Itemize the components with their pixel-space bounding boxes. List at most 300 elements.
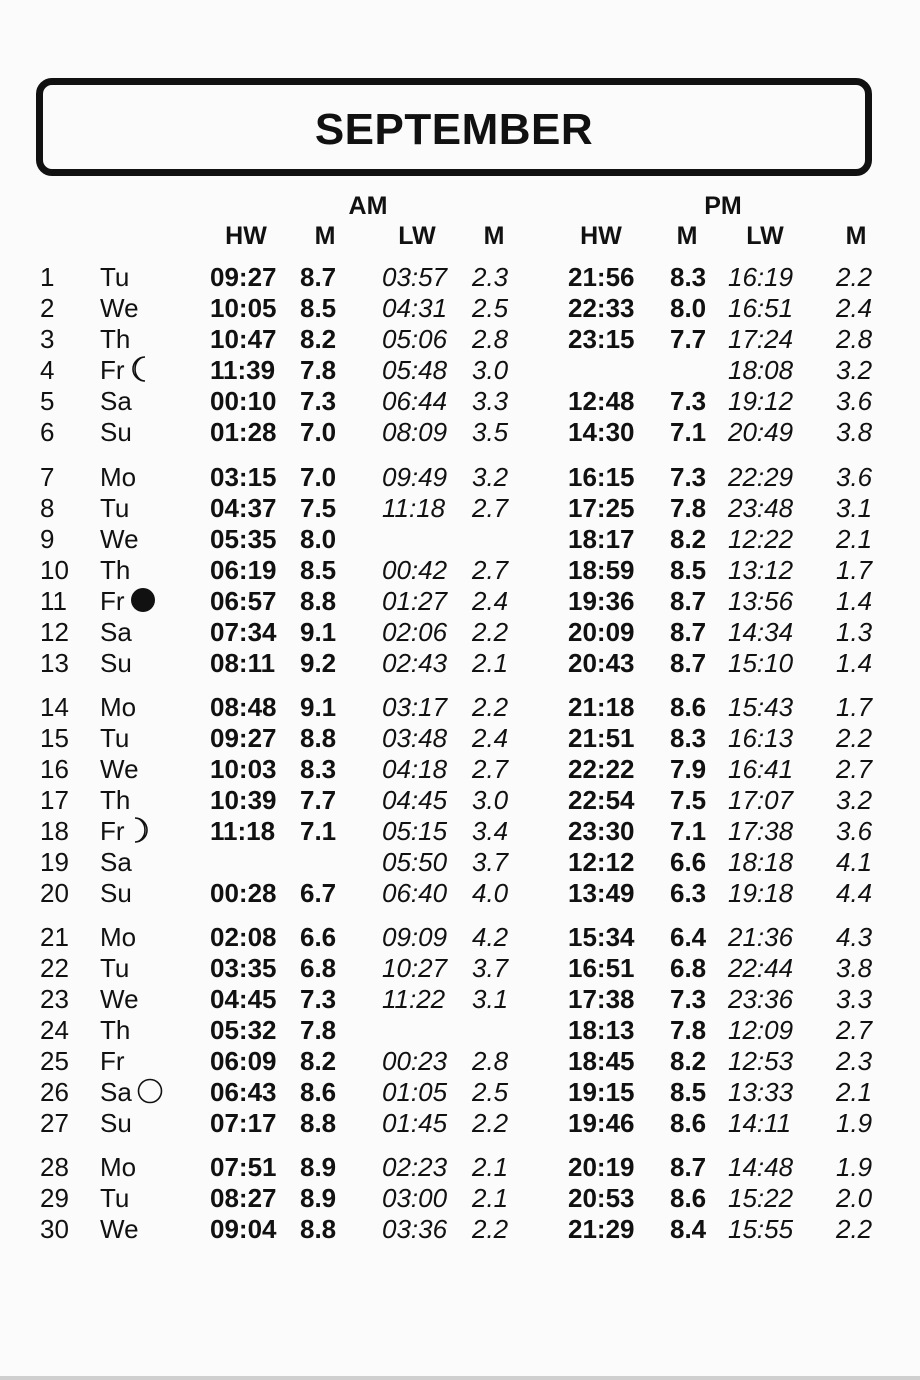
am-high-water-time: 00:28 [210, 878, 277, 908]
pm-high-water-height: 7.3 [670, 462, 707, 492]
am-high-water-time: 01:28 [210, 417, 277, 447]
month-title: SEPTEMBER [314, 105, 594, 154]
am-high-water-height: 8.8 [300, 723, 337, 753]
am-high-water-time: 10:03 [210, 754, 277, 784]
am-high-water-height: 8.2 [300, 1046, 337, 1076]
table-row [0, 324, 920, 355]
pm-high-water-height: 6.4 [670, 922, 707, 952]
day-of-week: Sa [100, 617, 132, 647]
am-low-water-time: 03:00 [382, 1183, 448, 1213]
pm-low-water-time: 16:51 [728, 293, 794, 323]
pm-low-water-height: 1.7 [836, 555, 873, 585]
day-of-week: Tu [100, 723, 130, 753]
am-high-water-height: 8.3 [300, 754, 337, 784]
pm-low-water-time: 14:11 [728, 1108, 792, 1138]
pm-low-water-height: 2.1 [836, 524, 873, 554]
day-of-week: Su [100, 417, 132, 447]
day-of-week: Su [100, 648, 132, 678]
pm-high-water-time: 23:15 [568, 324, 635, 354]
day-number: 15 [40, 723, 69, 753]
am-high-water-height: 6.7 [300, 878, 337, 908]
pm-high-water-time: 13:49 [568, 878, 635, 908]
header-pm-hw-m: M [676, 222, 698, 250]
day-of-week: Su [100, 1108, 132, 1138]
pm-low-water-time: 17:07 [728, 785, 794, 815]
day-number: 23 [40, 984, 69, 1014]
page-edge [0, 1376, 920, 1380]
am-low-water-height: 3.7 [472, 847, 509, 877]
pm-low-water-time: 22:29 [728, 462, 794, 492]
first-quarter-moon-icon [129, 816, 151, 844]
am-high-water-height: 9.1 [300, 692, 337, 722]
am-low-water-time: 06:44 [382, 386, 448, 416]
header-am: AM [348, 192, 388, 220]
table-row [0, 586, 920, 617]
am-low-water-height: 2.5 [472, 1077, 509, 1107]
pm-high-water-time: 16:51 [568, 953, 635, 983]
day-of-week: We [100, 293, 139, 323]
am-low-water-height: 3.2 [472, 462, 509, 492]
pm-low-water-height: 2.0 [836, 1183, 873, 1213]
am-high-water-time: 03:35 [210, 953, 277, 983]
table-row [0, 785, 920, 816]
header-am-hw: HW [225, 222, 267, 250]
am-low-water-height: 2.2 [472, 617, 509, 647]
am-high-water-height: 8.2 [300, 324, 337, 354]
pm-high-water-time: 12:48 [568, 386, 635, 416]
table-row [0, 493, 920, 524]
am-high-water-time: 08:27 [210, 1183, 277, 1213]
am-high-water-time: 00:10 [210, 386, 277, 416]
am-high-water-height: 8.6 [300, 1077, 337, 1107]
pm-low-water-height: 2.7 [836, 754, 873, 784]
am-high-water-time: 11:18 [210, 816, 276, 846]
day-number: 13 [40, 648, 69, 678]
am-low-water-height: 2.2 [472, 1214, 509, 1244]
pm-high-water-height: 6.8 [670, 953, 707, 983]
am-high-water-height: 7.0 [300, 417, 337, 447]
day-number: 14 [40, 692, 69, 722]
pm-high-water-height: 8.2 [670, 1046, 707, 1076]
am-low-water-time: 05:15 [382, 816, 448, 846]
am-high-water-height: 8.0 [300, 524, 337, 554]
am-high-water-time: 03:15 [210, 462, 277, 492]
table-row [0, 1214, 920, 1245]
am-low-water-height: 3.4 [472, 816, 509, 846]
pm-high-water-time: 22:33 [568, 293, 635, 323]
header-pm: PM [704, 192, 742, 220]
am-low-water-time: 03:36 [382, 1214, 448, 1244]
pm-low-water-height: 1.4 [836, 586, 873, 616]
am-high-water-time: 04:37 [210, 493, 277, 523]
pm-low-water-time: 12:09 [728, 1015, 794, 1045]
pm-high-water-height: 7.1 [670, 417, 707, 447]
pm-high-water-height: 7.3 [670, 386, 707, 416]
pm-high-water-height: 7.8 [670, 493, 707, 523]
am-low-water-time: 02:23 [382, 1152, 448, 1182]
day-of-week: Th [100, 555, 131, 585]
am-high-water-height: 6.8 [300, 953, 337, 983]
table-row [0, 355, 920, 386]
pm-high-water-height: 8.5 [670, 1077, 707, 1107]
pm-high-water-time: 23:30 [568, 816, 635, 846]
am-high-water-time: 06:09 [210, 1046, 277, 1076]
pm-high-water-height: 6.6 [670, 847, 707, 877]
pm-low-water-time: 20:49 [728, 417, 794, 447]
am-low-water-time: 09:09 [382, 922, 448, 952]
am-low-water-time: 05:48 [382, 355, 448, 385]
pm-high-water-time: 20:19 [568, 1152, 635, 1182]
day-number: 4 [40, 355, 55, 385]
day-number: 12 [40, 617, 69, 647]
pm-high-water-height: 7.5 [670, 785, 707, 815]
table-row [0, 1152, 920, 1183]
day-of-week: Fr [100, 586, 157, 617]
am-low-water-height: 2.7 [472, 493, 509, 523]
pm-low-water-time: 16:41 [728, 754, 794, 784]
day-number: 18 [40, 816, 69, 846]
pm-low-water-time: 14:48 [728, 1152, 794, 1182]
pm-high-water-time: 18:17 [568, 524, 635, 554]
am-high-water-height: 8.5 [300, 293, 337, 323]
am-high-water-time: 06:43 [210, 1077, 277, 1107]
header-am-hw-m: M [314, 222, 336, 250]
pm-high-water-time: 12:12 [568, 847, 635, 877]
table-row [0, 617, 920, 648]
new-moon-icon [129, 586, 157, 614]
am-high-water-height: 7.8 [300, 1015, 337, 1045]
day-number: 8 [40, 493, 55, 523]
day-number: 10 [40, 555, 69, 585]
day-number: 9 [40, 524, 55, 554]
am-low-water-time: 04:45 [382, 785, 448, 815]
am-low-water-height: 4.2 [472, 922, 509, 952]
pm-high-water-time: 15:34 [568, 922, 635, 952]
pm-high-water-height: 8.6 [670, 692, 707, 722]
pm-high-water-height: 8.0 [670, 293, 707, 323]
pm-high-water-time: 18:59 [568, 555, 635, 585]
pm-low-water-time: 15:43 [728, 692, 794, 722]
pm-low-water-time: 18:08 [728, 355, 794, 385]
table-row [0, 462, 920, 493]
pm-low-water-height: 2.2 [836, 262, 873, 292]
table-row [0, 293, 920, 324]
am-low-water-time: 01:45 [382, 1108, 448, 1138]
day-of-week: Th [100, 1015, 131, 1045]
am-high-water-time: 06:19 [210, 555, 277, 585]
pm-low-water-time: 16:19 [728, 262, 794, 292]
table-row [0, 692, 920, 723]
am-low-water-time: 00:23 [382, 1046, 448, 1076]
table-row [0, 816, 920, 847]
day-of-week: Tu [100, 1183, 130, 1213]
day-of-week: Th [100, 785, 131, 815]
pm-low-water-time: 23:36 [728, 984, 794, 1014]
pm-low-water-time: 15:10 [728, 648, 794, 678]
day-number: 3 [40, 324, 55, 354]
am-low-water-height: 3.1 [472, 984, 509, 1014]
day-number: 6 [40, 417, 55, 447]
am-low-water-time: 05:50 [382, 847, 448, 877]
table-row [0, 984, 920, 1015]
full-moon-icon [136, 1077, 164, 1105]
day-number: 7 [40, 462, 55, 492]
pm-high-water-time: 22:54 [568, 785, 635, 815]
pm-high-water-height: 8.7 [670, 586, 707, 616]
am-low-water-height: 2.7 [472, 754, 509, 784]
pm-low-water-height: 1.9 [836, 1152, 873, 1182]
am-low-water-height: 2.1 [472, 1183, 509, 1213]
pm-low-water-time: 13:12 [728, 555, 794, 585]
table-row [0, 723, 920, 754]
table-row [0, 262, 920, 293]
pm-low-water-height: 3.3 [836, 984, 873, 1014]
table-row [0, 953, 920, 984]
day-number: 11 [40, 586, 67, 616]
day-number: 29 [40, 1183, 69, 1213]
am-low-water-height: 2.1 [472, 648, 509, 678]
pm-high-water-height: 8.3 [670, 723, 707, 753]
table-row [0, 555, 920, 586]
am-low-water-time: 09:49 [382, 462, 448, 492]
table-row [0, 847, 920, 878]
pm-low-water-height: 2.4 [836, 293, 873, 323]
day-number: 5 [40, 386, 55, 416]
am-low-water-height: 3.5 [472, 417, 509, 447]
table-row [0, 1183, 920, 1214]
table-row [0, 648, 920, 679]
day-number: 26 [40, 1077, 69, 1107]
day-of-week: Sa [100, 847, 132, 877]
am-high-water-height: 7.5 [300, 493, 337, 523]
pm-low-water-time: 16:13 [728, 723, 794, 753]
am-low-water-height: 3.7 [472, 953, 509, 983]
am-high-water-time: 05:35 [210, 524, 277, 554]
pm-low-water-height: 3.2 [836, 355, 873, 385]
table-row [0, 922, 920, 953]
day-number: 17 [40, 785, 69, 815]
pm-low-water-height: 3.6 [836, 816, 873, 846]
am-high-water-time: 07:51 [210, 1152, 277, 1182]
pm-high-water-time: 22:22 [568, 754, 635, 784]
pm-high-water-height: 8.7 [670, 1152, 707, 1182]
pm-high-water-height: 6.3 [670, 878, 707, 908]
day-of-week: Sa [100, 1077, 164, 1108]
day-of-week: Mo [100, 462, 137, 492]
pm-low-water-time: 19:12 [728, 386, 794, 416]
pm-low-water-height: 3.6 [836, 386, 873, 416]
pm-low-water-height: 2.7 [836, 1015, 873, 1045]
am-low-water-height: 4.0 [472, 878, 509, 908]
am-low-water-time: 04:18 [382, 754, 448, 784]
pm-low-water-time: 13:56 [728, 586, 794, 616]
pm-high-water-time: 19:15 [568, 1077, 635, 1107]
pm-high-water-time: 19:36 [568, 586, 635, 616]
day-of-week: Sa [100, 386, 132, 416]
am-high-water-height: 7.3 [300, 386, 337, 416]
day-of-week: Mo [100, 692, 137, 722]
pm-high-water-time: 19:46 [568, 1108, 635, 1138]
table-row [0, 417, 920, 448]
day-of-week: Mo [100, 922, 137, 952]
table-row [0, 1015, 920, 1046]
am-low-water-height: 2.1 [472, 1152, 509, 1182]
day-of-week: We [100, 1214, 139, 1244]
day-of-week: We [100, 754, 139, 784]
pm-low-water-height: 1.7 [836, 692, 873, 722]
am-high-water-height: 9.2 [300, 648, 337, 678]
day-number: 16 [40, 754, 69, 784]
day-of-week: Mo [100, 1152, 137, 1182]
pm-low-water-time: 14:34 [728, 617, 794, 647]
day-of-week: Su [100, 878, 132, 908]
day-of-week: Fr [100, 1046, 125, 1076]
pm-low-water-time: 12:22 [728, 524, 794, 554]
am-low-water-time: 10:27 [382, 953, 448, 983]
pm-high-water-height: 7.8 [670, 1015, 707, 1045]
am-high-water-time: 02:08 [210, 922, 277, 952]
am-high-water-time: 09:04 [210, 1214, 277, 1244]
am-low-water-time: 03:48 [382, 723, 448, 753]
pm-low-water-time: 12:53 [728, 1046, 794, 1076]
am-high-water-time: 09:27 [210, 723, 277, 753]
header-am-lw: LW [398, 222, 436, 250]
am-low-water-time: 02:43 [382, 648, 448, 678]
day-number: 1 [40, 262, 55, 292]
table-row [0, 1077, 920, 1108]
pm-high-water-time: 21:51 [568, 723, 635, 753]
am-high-water-height: 8.7 [300, 262, 337, 292]
pm-high-water-time: 21:29 [568, 1214, 635, 1244]
pm-high-water-height: 8.6 [670, 1183, 707, 1213]
pm-high-water-time: 17:25 [568, 493, 635, 523]
pm-high-water-height: 8.6 [670, 1108, 707, 1138]
am-low-water-time: 03:57 [382, 262, 448, 292]
pm-low-water-time: 15:55 [728, 1214, 794, 1244]
am-high-water-height: 8.8 [300, 1214, 337, 1244]
pm-low-water-height: 2.2 [836, 723, 873, 753]
am-high-water-time: 07:17 [210, 1108, 277, 1138]
pm-low-water-time: 13:33 [728, 1077, 794, 1107]
pm-low-water-height: 1.4 [836, 648, 873, 678]
am-high-water-time: 08:11 [210, 648, 276, 678]
day-number: 2 [40, 293, 55, 323]
am-high-water-height: 7.7 [300, 785, 337, 815]
pm-low-water-time: 17:38 [728, 816, 794, 846]
am-low-water-time: 05:06 [382, 324, 448, 354]
pm-low-water-height: 2.3 [836, 1046, 873, 1076]
header-pm-lw-m: M [845, 222, 867, 250]
am-high-water-time: 10:47 [210, 324, 277, 354]
pm-high-water-time: 17:38 [568, 984, 635, 1014]
pm-low-water-time: 23:48 [728, 493, 794, 523]
day-number: 28 [40, 1152, 69, 1182]
pm-low-water-height: 3.1 [836, 493, 873, 523]
pm-high-water-time: 21:18 [568, 692, 635, 722]
pm-low-water-time: 17:24 [728, 324, 794, 354]
am-low-water-time: 11:18 [382, 493, 446, 523]
pm-high-water-time: 18:45 [568, 1046, 635, 1076]
table-row [0, 878, 920, 909]
am-high-water-time: 08:48 [210, 692, 277, 722]
day-number: 25 [40, 1046, 69, 1076]
am-low-water-time: 03:17 [382, 692, 448, 722]
pm-high-water-height: 7.1 [670, 816, 707, 846]
am-high-water-time: 10:05 [210, 293, 277, 323]
am-high-water-time: 11:39 [210, 355, 276, 385]
am-high-water-time: 10:39 [210, 785, 277, 815]
pm-low-water-time: 15:22 [728, 1183, 794, 1213]
am-high-water-height: 8.8 [300, 1108, 337, 1138]
day-number: 30 [40, 1214, 69, 1244]
day-number: 27 [40, 1108, 69, 1138]
pm-low-water-time: 18:18 [728, 847, 794, 877]
day-of-week: Tu [100, 953, 130, 983]
pm-high-water-height: 8.7 [670, 648, 707, 678]
am-low-water-time: 00:42 [382, 555, 448, 585]
am-low-water-height: 2.4 [472, 723, 509, 753]
pm-high-water-height: 8.3 [670, 262, 707, 292]
pm-low-water-height: 2.1 [836, 1077, 873, 1107]
am-low-water-height: 3.0 [472, 355, 509, 385]
am-low-water-time: 01:05 [382, 1077, 448, 1107]
table-row [0, 386, 920, 417]
am-high-water-height: 8.5 [300, 555, 337, 585]
day-of-week: Tu [100, 262, 130, 292]
table-row [0, 524, 920, 555]
pm-low-water-height: 1.3 [836, 617, 873, 647]
pm-high-water-time: 20:43 [568, 648, 635, 678]
pm-low-water-height: 3.8 [836, 417, 873, 447]
am-low-water-time: 01:27 [382, 586, 448, 616]
am-low-water-time: 08:09 [382, 417, 448, 447]
day-of-week: Fr [100, 816, 151, 847]
pm-low-water-height: 1.9 [836, 1108, 873, 1138]
am-high-water-height: 8.9 [300, 1183, 337, 1213]
day-of-week: We [100, 984, 139, 1014]
pm-low-water-height: 3.8 [836, 953, 873, 983]
header-pm-hw: HW [580, 222, 622, 250]
am-low-water-height: 2.5 [472, 293, 509, 323]
pm-high-water-height: 8.2 [670, 524, 707, 554]
am-high-water-time: 07:34 [210, 617, 277, 647]
am-low-water-height: 3.0 [472, 785, 509, 815]
last-quarter-moon-icon [129, 355, 151, 383]
am-low-water-height: 2.8 [472, 324, 509, 354]
pm-high-water-height: 7.7 [670, 324, 707, 354]
am-high-water-time: 04:45 [210, 984, 277, 1014]
am-high-water-height: 7.8 [300, 355, 337, 385]
am-low-water-time: 02:06 [382, 617, 448, 647]
am-low-water-height: 2.8 [472, 1046, 509, 1076]
header-am-lw-m: M [483, 222, 505, 250]
am-high-water-time: 06:57 [210, 586, 277, 616]
am-low-water-height: 2.2 [472, 1108, 509, 1138]
am-low-water-height: 3.3 [472, 386, 509, 416]
pm-high-water-height: 8.7 [670, 617, 707, 647]
pm-low-water-height: 4.3 [836, 922, 873, 952]
pm-high-water-time: 16:15 [568, 462, 635, 492]
am-low-water-height: 2.4 [472, 586, 509, 616]
day-number: 19 [40, 847, 69, 877]
table-row [0, 1108, 920, 1139]
pm-low-water-time: 21:36 [728, 922, 794, 952]
pm-low-water-height: 3.6 [836, 462, 873, 492]
pm-low-water-height: 2.8 [836, 324, 873, 354]
pm-high-water-time: 14:30 [568, 417, 635, 447]
am-high-water-time: 05:32 [210, 1015, 277, 1045]
am-low-water-time: 04:31 [382, 293, 448, 323]
